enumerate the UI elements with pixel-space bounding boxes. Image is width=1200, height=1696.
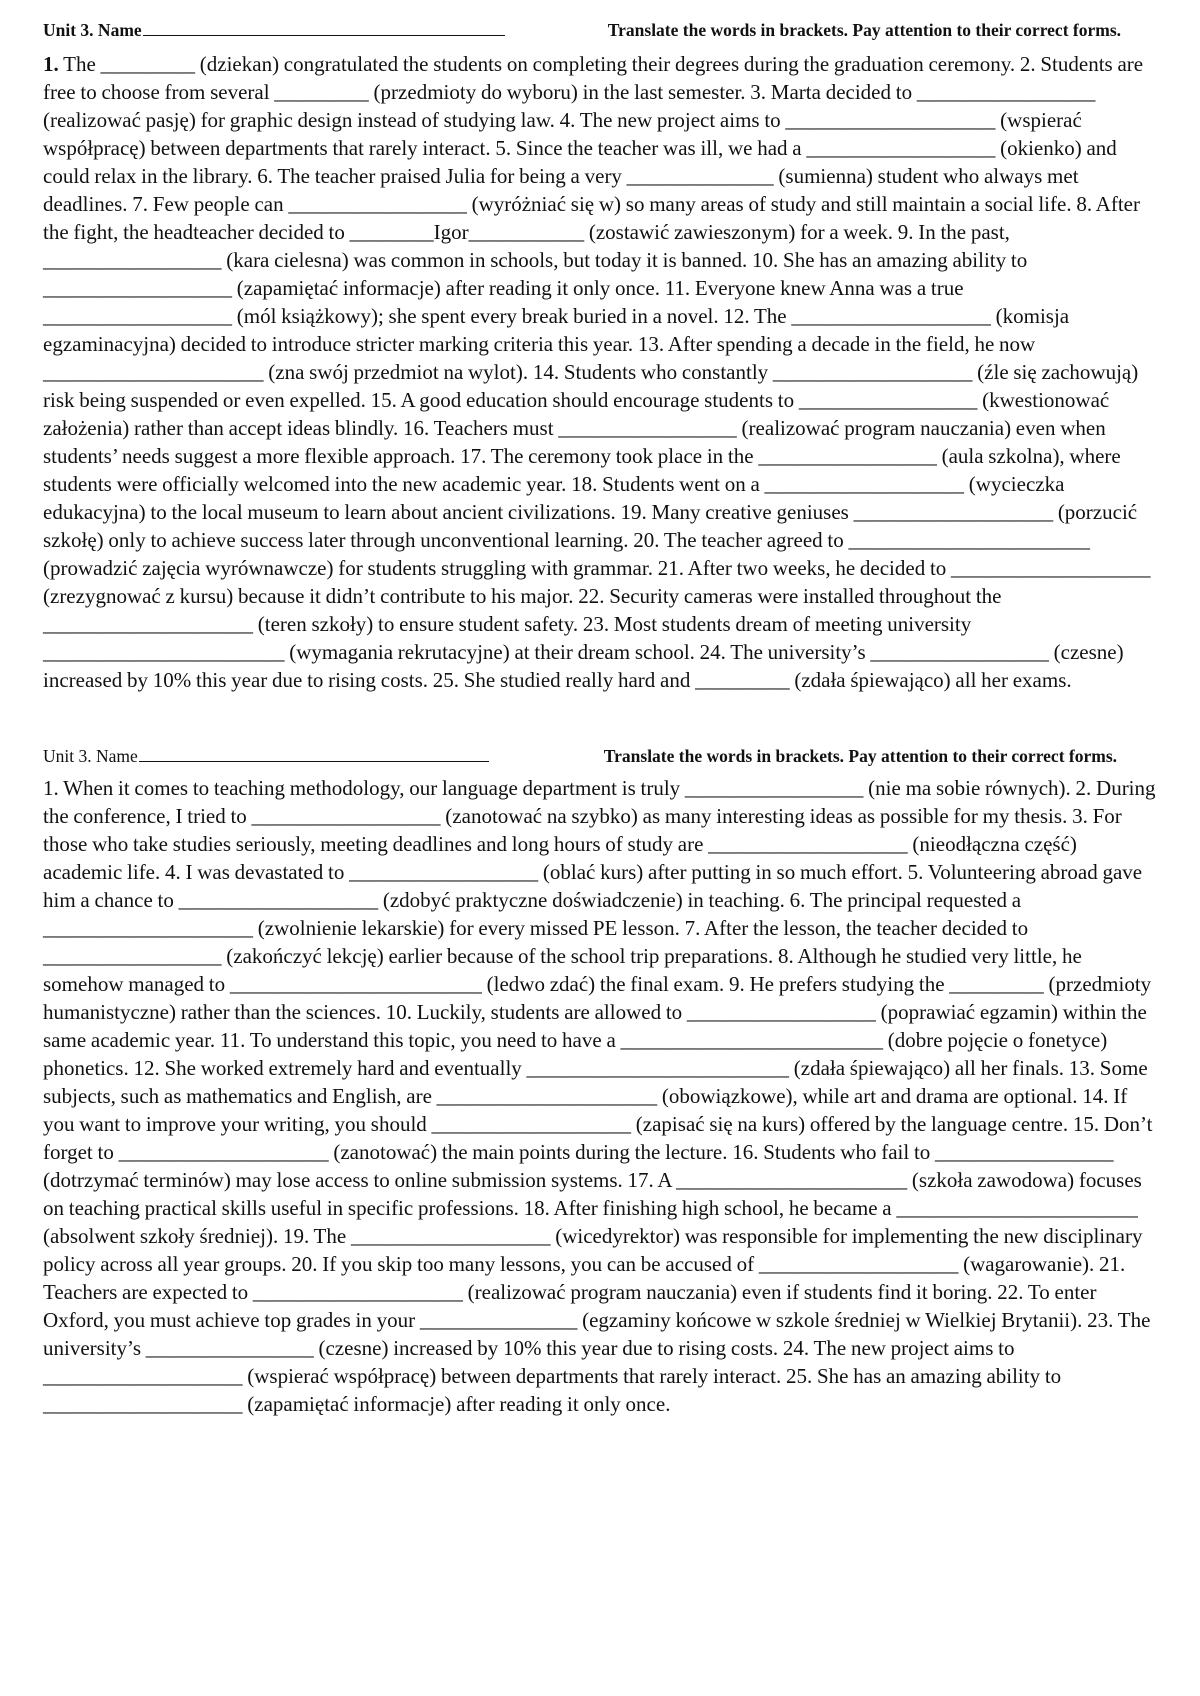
exercise-body: The _________ (dziekan) congratulated the students on completing their degrees during the graduation ceremony. 2. Students are free to choose from several _________ (przedmioty do wyboru) in the last semester. 3. Marta decided to _________________ (realizować pasję) for graphic design instead of studying law. 4. The new project aims to ____________________ (wspierać współpracę) between departments that rarely interact. 5. Since the teacher was ill, we had a __________________ (okienko) and could relax in the library. 6. The teacher praised Julia for being a very ______________ (sumienna) student who always met deadlines. 7. Few people can _________________ (wyróżniać się w) so many areas of study and still maintain a social life. 8. After the fight, the headteacher decided to ________Igor___________ (zostawić zawieszonym) for a week. 9. In the past, _________________ (kara cielesna) was common in schools, but today it is banned. 10. She has an amazing ability to __________________ (zapamiętać informacje) after reading it only once. 11. Everyone knew Anna was a true __________________ (mól książkowy); she spent every break buried in a novel. 12. The ___________________ (komisja egzaminacyjna) decided to introduce stricter marking criteria this year. 13. After spending a decade in the field, he now _____________________ (zna swój przedmiot na wylot). 14. Students who constantly ___________________ (źle się zachowują) risk being suspended or even expelled. 15. A good education should encourage students to _________________ (kwestionować założenia) rather than accept ideas blindly. 16. Teachers must _________________ (realizować program nauczania) even when students’ needs suggest a more flexible approach. 17. The ceremony took place in the _________________ (aula szkolna), where students were officially welcomed into the new academic year. 18. Students went on a ___________________ (wycieczka edukacyjna) to the local museum to learn about ancient civilizations. 19. Many creative geniuses ___________________ (porzucić szkołę) only to achieve success later through unconventional learning. 20. The teacher agreed to _______________________ (prowadzić zajęcia wyrównawcze) for students struggling with grammar. 21. After two weeks, he decided to ___________________ (zrezygnować z kursu) because it didn’t contribute to his major. 22. Security cameras were installed throughout the ____________________ (teren szkoły) to ensure student safety. 23. Most students dream of meeting university _______________________ (wymagania rekrutacyjne) at their dream school. 24. The university’s _________________ (czesne) increased by 10% this year due to rising costs. 25. She studied really hard and _________ (zdała śpiewająco) all her exams. <box>43 52 1151 692</box>
worksheet-1-header <box>43 20 1157 46</box>
first-item-number: 1. <box>43 52 59 76</box>
unit-name-label: Unit 3. Name <box>43 20 142 40</box>
exercise-body: 1. When it comes to teaching methodology, our language department is truly _________________ (nie ma sobie równych). 2. During the conference, I tried to __________________ (zanotować na szybko) as many interesting ideas as possible for my thesis. 3. For those who take studies seriously, meeting deadlines and long hours of study are ___________________ (nieodłączna część) academic life. 4. I was devastated to __________________ (oblać kurs) after putting in so much effort. 5. Volunteering abroad gave him a chance to ___________________ (zdobyć praktyczne doświadczenie) in teaching. 6. The principal requested a ____________________ (zwolnienie lekarskie) for every missed PE lesson. 7. After the lesson, the teacher decided to _________________ (zakończyć lekcję) earlier because of the school trip preparations. 8. Although he studied very little, he somehow managed to ________________________ (ledwo zdać) the final exam. 9. He prefers studying the _________ (przedmioty humanistyczne) rather than the sciences. 10. Luckily, students are allowed to __________________ (poprawiać egzamin) within the same academic year. 11. To understand this topic, you need to have a _________________________ (dobre pojęcie o fonetyce) phonetics. 12. She worked extremely hard and eventually _________________________ (zdała śpiewająco) all her finals. 13. Some subjects, such as mathematics and English, are _____________________ (obowiązkowe), while art and drama are optional. 14. If you want to improve your writing, you should ___________________ (zapisać się na kurs) offered by the language centre. 15. Don’t forget to ____________________ (zanotować) the main points during the lecture. 16. Students who fail to _________________ (dotrzymać terminów) may lose access to online submission systems. 17. A ______________________ (szkoła zawodowa) focuses on teaching practical skills useful in specific professions. 18. After finishing high school, he became a _______________________ (absolwent szkoły średniej). 19. The ___________________ (wicedyrektor) was responsible for implementing the new disciplinary policy across all year groups. 20. If you skip too many lessons, you can be accused of ___________________ (wagarowanie). 21. Teachers are expected to ____________________ (realizować program nauczania) even if students find it boring. 22. To enter Oxford, you must achieve top grades in your _______________ (egzaminy końcowe w szkole średniej w Wielkiej Brytanii). 23. The university’s ________________ (czesne) increased by 10% this year due to rising costs. 24. The new project aims to ___________________ (wspierać współpracę) between departments that rarely interact. 25. She has an amazing ability to ___________________ (zapamiętać informacje) after reading it only once. <box>43 776 1156 1416</box>
worksheet-2-header <box>43 746 1157 772</box>
worksheet-2 <box>43 746 1157 1418</box>
section-gap <box>43 694 1158 746</box>
name-blank-line <box>143 34 505 36</box>
exercise-text <box>43 50 1157 694</box>
instruction-text: Translate the words in brackets. Pay attention to their correct forms. <box>607 20 1121 40</box>
exercise-text <box>43 774 1157 1418</box>
unit-name-label: Unit 3. Name <box>43 746 138 766</box>
instruction-text: Translate the words in brackets. Pay attention to their correct forms. <box>603 746 1117 766</box>
worksheet-1 <box>43 20 1157 694</box>
name-blank-line <box>139 760 489 762</box>
